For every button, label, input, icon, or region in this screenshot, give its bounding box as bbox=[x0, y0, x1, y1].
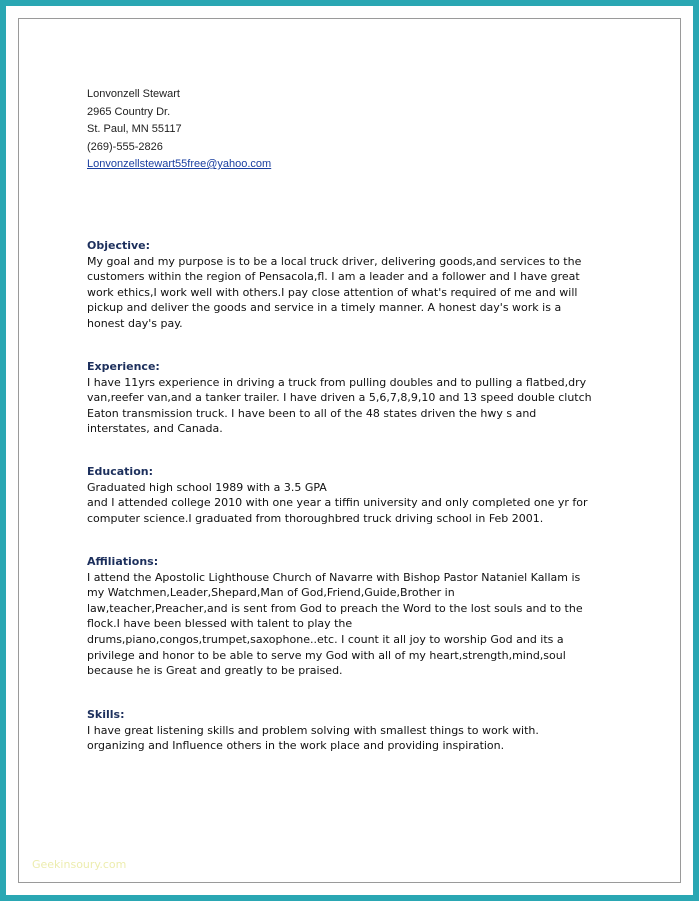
objective-section bbox=[87, 238, 627, 332]
skills-line: I have great listening skills and problem solving with smallest things to work with. bbox=[87, 723, 539, 737]
skills-heading: Skills: bbox=[87, 708, 125, 721]
affiliations-section bbox=[87, 554, 627, 679]
affiliations-line: my Watchmen,Leader,Shepard,Man of God,Friend,Guide,Brother in bbox=[87, 586, 455, 600]
affiliations-line: because he is Great and greatly to be praised. bbox=[87, 664, 343, 678]
affiliations-line: privilege and honor to be able to serve my God with all of my heart,strength,mind,soul bbox=[87, 648, 566, 662]
education-heading: Education: bbox=[87, 465, 153, 478]
education-line: Graduated high school 1989 with a 3.5 GPA bbox=[87, 480, 327, 494]
education-line: computer science.I graduated from thoroughbred truck driving school in Feb 2001. bbox=[87, 511, 544, 525]
contact-city: St. Paul, MN 55117 bbox=[87, 123, 182, 135]
experience-line: interstates, and Canada. bbox=[87, 422, 223, 436]
affiliations-line: I attend the Apostolic Lighthouse Church of Navarre with Bishop Pastor Nataniel Kallam is bbox=[87, 570, 581, 584]
objective-line: pickup and deliver the goods and service in a timely manner. A honest day's work is a bbox=[87, 301, 562, 315]
objective-line: My goal and my purpose is to be a local truck driver, delivering goods,and services to the bbox=[87, 254, 582, 268]
skills-section bbox=[87, 707, 627, 754]
education-line: and I attended college 2010 with one year a tiffin university and only completed one yr for bbox=[87, 496, 588, 510]
skills-line: organizing and Influence others in the work place and providing inspiration. bbox=[87, 739, 505, 753]
experience-line: Eaton transmission truck. I have been to all of the 48 states driven the hwy s and bbox=[87, 406, 537, 420]
experience-line: I have 11yrs experience in driving a truck from pulling doubles and to pulling a flatbed,dry bbox=[87, 375, 587, 389]
objective-line: work ethics,I work well with others.I pay close attention of what's required of me and will bbox=[87, 285, 578, 299]
experience-line: van,reefer van,and a tanker trailer. I have driven a 5,6,7,8,9,10 and 13 speed double clutch bbox=[87, 391, 592, 405]
affiliations-line: law,teacher,Preacher,and is sent from God to preach the Word to the lost souls and to the bbox=[87, 601, 583, 615]
affiliations-heading: Affiliations: bbox=[87, 555, 159, 568]
objective-heading: Objective: bbox=[87, 239, 151, 252]
contact-email-link[interactable]: Lonvonzellstewart55free@yahoo.com bbox=[87, 158, 272, 170]
affiliations-line: drums,piano,congos,trumpet,saxophone..etc. I count it all joy to worship God and its a bbox=[87, 632, 564, 646]
objective-line: honest day's pay. bbox=[87, 316, 183, 330]
experience-section bbox=[87, 359, 627, 437]
contact-street: 2965 Country Dr. bbox=[87, 105, 171, 118]
education-section bbox=[87, 464, 627, 526]
watermark: Geekinsoury.com bbox=[32, 858, 127, 871]
contact-phone: (269)-555-2826 bbox=[87, 140, 163, 153]
contact-block bbox=[87, 86, 271, 174]
objective-line: customers within the region of Pensacola,fl. I am a leader and a follower and I have great bbox=[87, 270, 580, 284]
contact-name: Lonvonzell Stewart bbox=[87, 88, 180, 100]
affiliations-line: flock.I have been blessed with talent to play the bbox=[87, 617, 353, 631]
experience-heading: Experience: bbox=[87, 360, 160, 373]
